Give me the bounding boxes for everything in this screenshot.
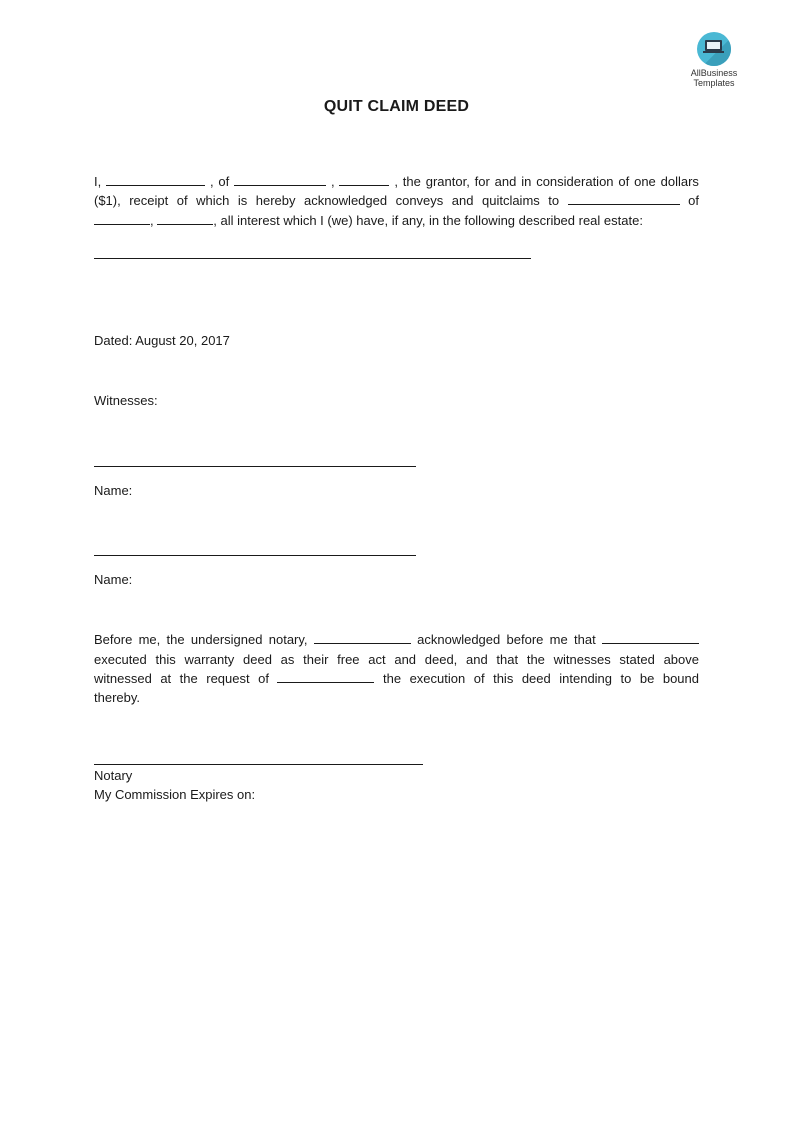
grant-text: of <box>688 193 699 208</box>
notary-executor-blank[interactable] <box>602 631 699 644</box>
notary-requester-blank[interactable] <box>277 670 374 683</box>
notary-grantor-blank[interactable] <box>314 631 411 644</box>
witness-signature-line-2[interactable] <box>94 555 416 556</box>
notary-signature-line[interactable] <box>94 764 423 765</box>
grant-text: , <box>150 213 154 228</box>
dated-line: Dated: August 20, 2017 <box>94 333 230 348</box>
notary-line-3 <box>94 669 699 688</box>
real-estate-description-line[interactable] <box>94 258 531 259</box>
grantor-name-blank[interactable] <box>106 173 205 186</box>
witnesses-label: Witnesses: <box>94 393 158 408</box>
notary-text: Before me, the undersigned notary, <box>94 632 308 647</box>
witness-signature-line-1[interactable] <box>94 466 416 467</box>
grant-text: I, <box>94 174 102 189</box>
witness-name-label-2: Name: <box>94 572 133 587</box>
grant-line-3 <box>94 211 643 230</box>
logo-line-2: Templates <box>693 78 735 88</box>
logo-text <box>683 68 745 88</box>
grantor-county-blank[interactable] <box>339 173 389 186</box>
notary-line-2: executed this warranty deed as their free act and deed, and that the witnesses stated above <box>94 652 699 667</box>
grant-text: , of <box>209 174 230 189</box>
notary-line-1 <box>94 630 699 649</box>
commission-expires-label: My Commission Expires on: <box>94 787 256 802</box>
grantor-address-blank[interactable] <box>234 173 326 186</box>
notary-text: the execution of this deed intending to be bound <box>383 671 699 686</box>
allbusiness-logo <box>683 32 745 88</box>
logo-line-1: AllBusiness <box>690 68 738 78</box>
notary-text: witnessed at the request of <box>94 671 269 686</box>
document-title: QUIT CLAIM DEED <box>323 98 470 115</box>
grant-line-1 <box>94 172 699 191</box>
notary-line-4: thereby. <box>94 690 141 705</box>
grant-text: , <box>330 174 335 189</box>
grant-line-2 <box>94 191 699 210</box>
grantee-address-blank[interactable] <box>94 212 150 225</box>
notary-text: acknowledged before me that <box>417 632 596 647</box>
witness-name-label-1: Name: <box>94 483 133 498</box>
notary-label: Notary <box>94 768 133 783</box>
grant-text: ($1), receipt of which is hereby acknowledged conveys and quitclaims to <box>94 193 560 208</box>
laptop-icon <box>697 32 731 66</box>
grantee-name-blank[interactable] <box>568 192 680 205</box>
grant-text: , all interest which I (we) have, if any, in the following described real estate: <box>213 213 643 228</box>
grant-text: , the grantor, for and in consideration of one dollars <box>394 174 699 189</box>
grantee-county-blank[interactable] <box>157 212 213 225</box>
